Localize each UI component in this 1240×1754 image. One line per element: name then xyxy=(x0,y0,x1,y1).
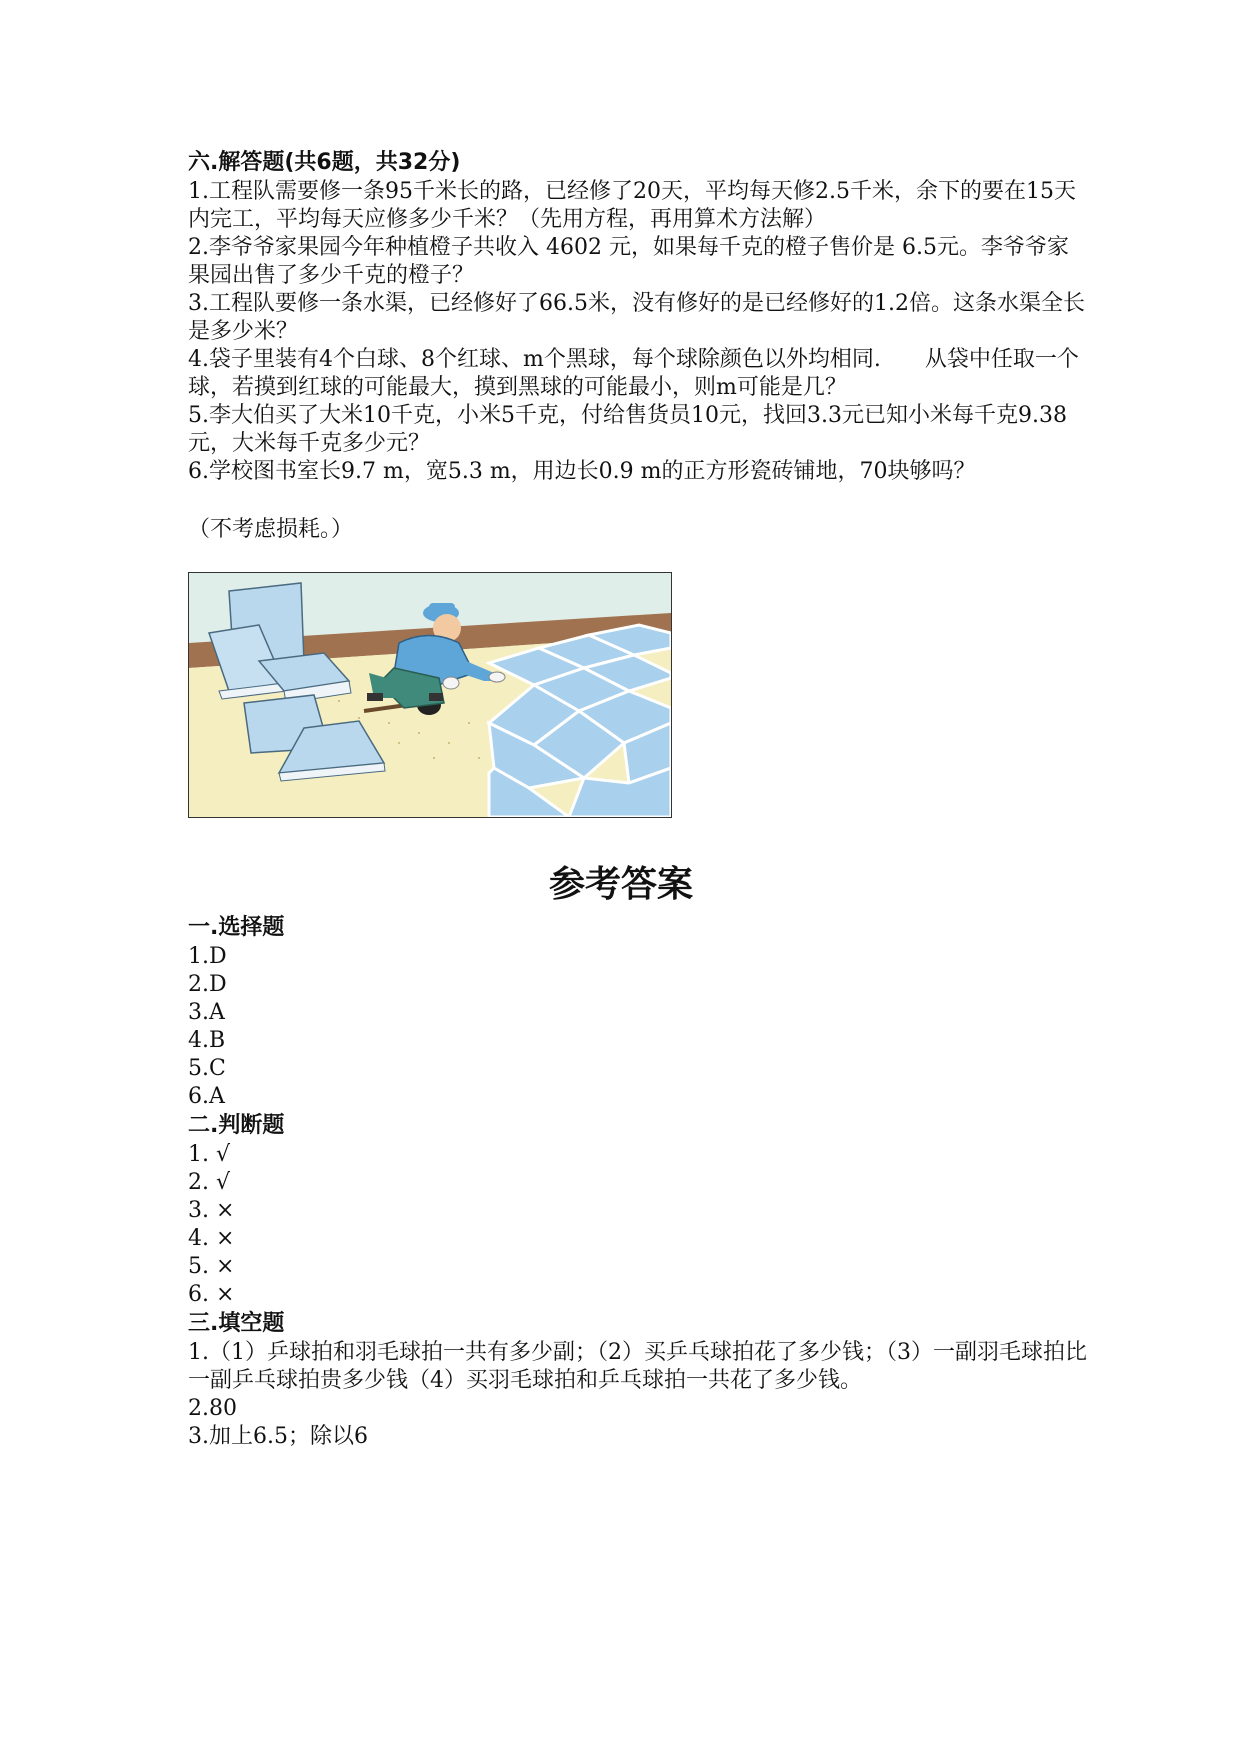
answer-3-2: 2.80 xyxy=(188,1396,237,1421)
answer-section-1-title: 一.选择题 xyxy=(188,915,285,940)
answer-key-title: 参考答案 xyxy=(548,864,693,905)
laid-tiles xyxy=(489,625,671,817)
answer-2-2: 2. √ xyxy=(188,1170,231,1195)
document-page xyxy=(188,148,1088,1451)
answer-1-1: 1.D xyxy=(188,944,227,969)
question-6: 6.学校图书室长9.7 m，宽5.3 m，用边长0.9 m的正方形瓷砖铺地，70块够吗？ xyxy=(188,459,976,484)
answer-3-1: 1.（1）乒球拍和羽毛球拍一共有多少副；（2）买乒乓球拍花了多少钱；（3）一副羽毛球拍比一副乒乓球拍贵多少钱（4）买羽毛球拍和乒乓球拍一共花了多少钱。 xyxy=(188,1340,1087,1393)
answer-1-6: 6.A xyxy=(188,1084,225,1109)
answer-1-4: 4.B xyxy=(188,1028,226,1053)
question-1: 1.工程队需要修一条95千米长的路，已经修了20天，平均每天修2.5千米，余下的要在15天内完工，平均每天应修多少千米？（先用方程，再用算术方法解） xyxy=(188,179,1076,232)
section-title: 六.解答题(共6题，共32分) xyxy=(188,150,461,175)
answer-2-1: 1. √ xyxy=(188,1142,231,1167)
question-2: 2.李爷爷家果园今年种植橙子共收入 4602 元，如果每千克的橙子售价是 6.5元。李爷爷家果园出售了多少千克的橙子？ xyxy=(188,235,1069,288)
answer-section-2-title: 二.判断题 xyxy=(188,1113,285,1138)
answer-1-5: 5.C xyxy=(188,1056,226,1081)
answer-2-6: 6. × xyxy=(188,1282,235,1307)
answer-3-3: 3.加上6.5；除以6 xyxy=(188,1424,368,1449)
tiling-worker-illustration xyxy=(188,572,672,818)
question-note: （不考虑损耗。） xyxy=(188,517,354,542)
answer-2-4: 4. × xyxy=(188,1226,235,1251)
answer-1-3: 3.A xyxy=(188,1000,225,1025)
answer-2-5: 5. × xyxy=(188,1254,235,1279)
question-3: 3.工程队要修一条水渠，已经修好了66.5米，没有修好的是已经修好的1.2倍。这条水渠全长是多少米？ xyxy=(188,291,1085,344)
question-4: 4.袋子里装有4个白球、8个红球、m个黑球，每个球除颜色以外均相同. 从袋中任取一个球，若摸到红球的可能最大，摸到黑球的可能最小，则m可能是几？ xyxy=(188,347,1079,400)
question-5: 5.李大伯买了大米10千克，小米5千克，付给售货员10元，找回3.3元已知小米每千克9.38元，大米每千克多少元？ xyxy=(188,403,1067,456)
answer-1-2: 2.D xyxy=(188,972,227,997)
answer-section-3-title: 三.填空题 xyxy=(188,1311,285,1336)
illustration-svg xyxy=(189,573,671,817)
answer-2-3: 3. × xyxy=(188,1198,235,1223)
